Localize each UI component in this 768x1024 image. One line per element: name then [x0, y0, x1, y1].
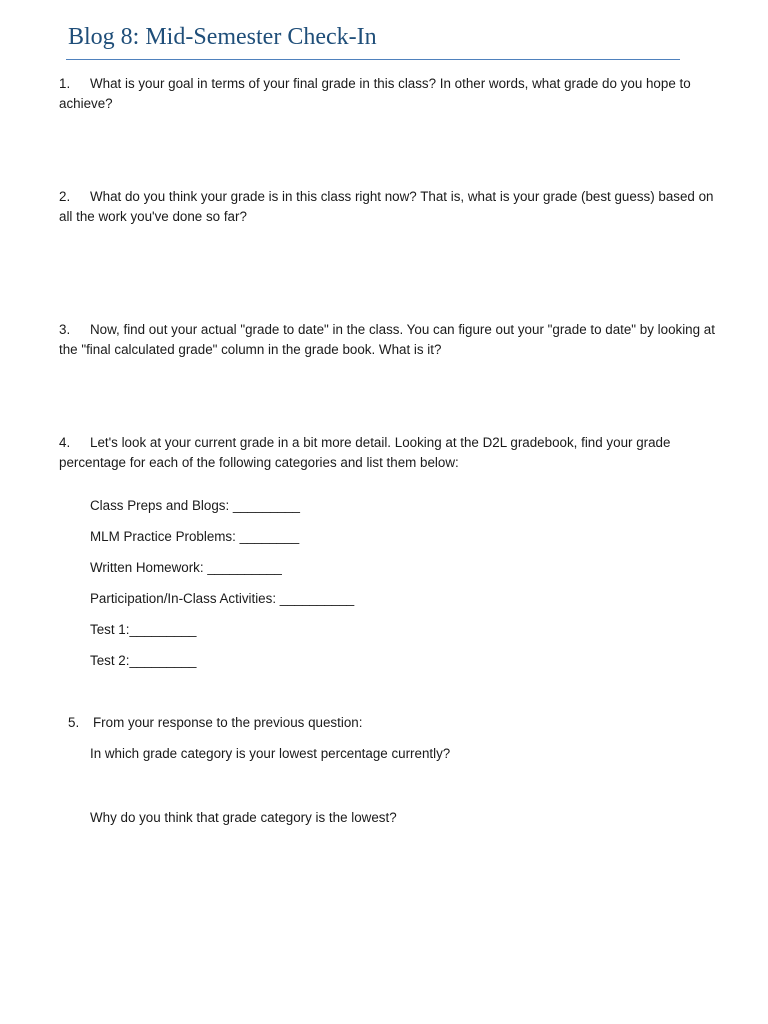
question-number: 4.	[59, 435, 71, 450]
question-text: What do you think your grade is in this class right now? That is, what is your grade (best guess) based on all the work you've done so far?	[59, 189, 714, 224]
category-written-homework: Written Homework: __________	[90, 560, 282, 575]
question-3	[59, 320, 719, 359]
question-5-sub-1: In which grade category is your lowest percentage currently?	[90, 746, 451, 761]
title-underline	[66, 59, 680, 60]
question-text: What is your goal in terms of your final grade in this class? In other words, what grade do you hope to achieve?	[59, 76, 691, 111]
question-text: From your response to the previous question:	[93, 715, 363, 730]
question-2	[59, 187, 719, 226]
question-number: 3.	[59, 322, 71, 337]
question-text: Now, find out your actual "grade to date" in the class. You can figure out your "grade to date" by looking at the "final calculated grade" column in the grade book. What is it?	[59, 322, 715, 357]
question-number: 2.	[59, 189, 71, 204]
category-class-preps: Class Preps and Blogs: _________	[90, 498, 300, 513]
question-4	[59, 433, 719, 472]
question-5	[68, 713, 362, 732]
category-test-2: Test 2:_________	[90, 653, 197, 668]
page-title: Blog 8: Mid-Semester Check-In	[68, 24, 377, 50]
question-text: Let's look at your current grade in a bit more detail. Looking at the D2L gradebook, find your grade percentage for each of the following categories and list them below:	[59, 435, 671, 470]
question-number: 1.	[59, 76, 71, 91]
category-test-1: Test 1:_________	[90, 622, 197, 637]
category-participation: Participation/In-Class Activities: __________	[90, 591, 355, 606]
category-mlm-practice: MLM Practice Problems: ________	[90, 529, 300, 544]
question-number: 5.	[68, 715, 80, 730]
question-5-sub-2: Why do you think that grade category is the lowest?	[90, 810, 397, 825]
question-1	[59, 74, 719, 113]
